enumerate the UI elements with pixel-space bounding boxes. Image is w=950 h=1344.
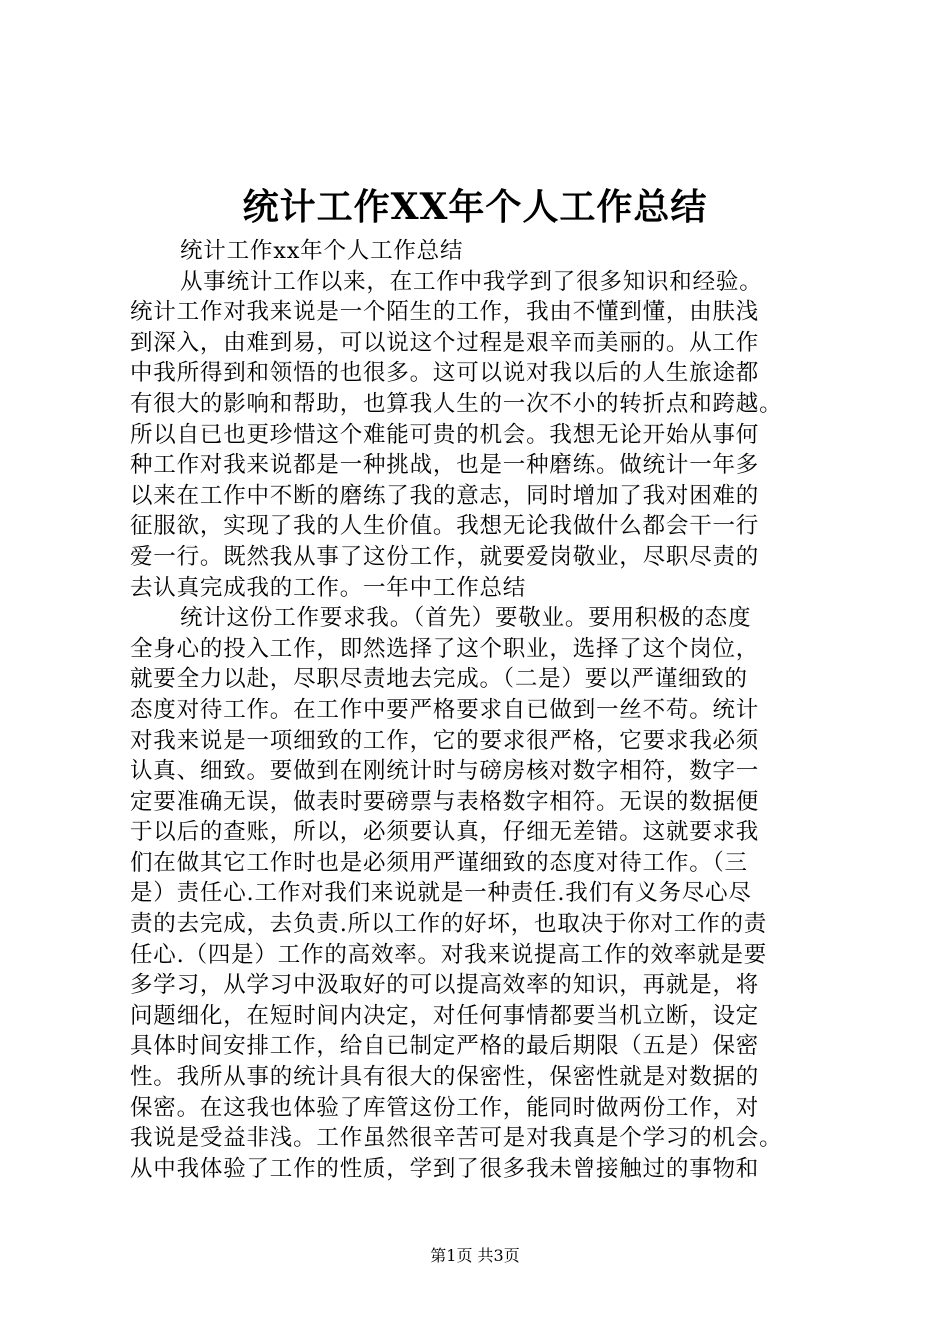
text-line: 责的去完成，去负责.所以工作的好坏，也取决于你对工作的责 <box>130 911 768 938</box>
text-line: 们在做其它工作时也是必须用严谨细致的态度对待工作。（三 <box>130 849 748 876</box>
text-line: 具体时间安排工作，给自已制定严格的最后期限（五是）保密 <box>130 1033 760 1060</box>
text-line: 认真、细致。要做到在刚统计时与磅房核对数字相符，数字一 <box>130 758 760 785</box>
page-footer: 第1页 共3页 <box>430 1246 520 1265</box>
text-line: 统计工作xx年个人工作总结 <box>180 238 464 264</box>
text-line: 态度对待工作。在工作中要严格要求自已做到一丝不苟。统计 <box>130 696 760 723</box>
text-line: 到深入，由难到易，可以说这个过程是艰辛而美丽的。从工作 <box>130 329 760 356</box>
text-line: 去认真完成我的工作。一年中工作总结 <box>130 574 527 601</box>
text-line: 统计工作对我来说是一个陌生的工作，我由不懂到懂，由肤浅 <box>130 299 760 326</box>
text-line: 从中我体验了工作的性质，学到了很多我未曾接触过的事物和 <box>130 1155 760 1182</box>
text-line: 全身心的投入工作，即然选择了这个职业，选择了这个岗位， <box>130 635 760 662</box>
text-line: 性。我所从事的统计具有很大的保密性，保密性就是对数据的 <box>130 1064 760 1091</box>
text-line: 种工作对我来说都是一种挑战，也是一种磨练。做统计一年多 <box>130 452 760 479</box>
document-title: 统计工作XX年个人工作总结 <box>242 186 708 228</box>
text-line: 爱一行。既然我从事了这份工作，就要爱岗敬业，尽职尽责的 <box>130 543 760 570</box>
text-line: 于以后的查账，所以，必须要认真，仔细无差错。这就要求我 <box>130 819 760 846</box>
text-line: 有很大的影响和帮助，也算我人生的一次不小的转折点和跨越。 <box>130 390 783 417</box>
text-line: 对我来说是一项细致的工作，它的要求很严格，它要求我必须 <box>130 727 760 754</box>
text-line: 任心.（四是）工作的高效率。对我来说提高工作的效率就是要 <box>130 941 768 968</box>
text-line: 保密。在这我也体验了库管这份工作，能同时做两份工作，对 <box>130 1094 760 1121</box>
text-line: 定要准确无误，做表时要磅票与表格数字相符。无误的数据便 <box>130 788 760 815</box>
text-line: 问题细化，在短时间内决定，对任何事情都要当机立断，设定 <box>130 1002 760 1029</box>
text-line: 多学习，从学习中汲取好的可以提高效率的知识，再就是，将 <box>130 972 760 999</box>
text-line: 从事统计工作以来，在工作中我学到了很多知识和经验。 <box>180 268 763 295</box>
text-line: 中我所得到和领悟的也很多。这可以说对我以后的人生旅途都 <box>130 360 760 387</box>
text-line: 所以自已也更珍惜这个难能可贵的机会。我想无论开始从事何 <box>130 421 760 448</box>
text-line: 是）责任心.工作对我们来说就是一种责任.我们有义务尽心尽 <box>130 880 752 907</box>
text-line: 征服欲，实现了我的人生价值。我想无论我做什么都会干一行 <box>130 513 760 540</box>
text-line: 统计这份工作要求我。（首先）要敬业。要用积极的态度 <box>180 605 752 632</box>
text-line: 我说是受益非浅。工作虽然很辛苦可是对我真是个学习的机会。 <box>130 1125 783 1152</box>
text-line: 以来在工作中不断的磨练了我的意志，同时增加了我对困难的 <box>130 482 760 509</box>
document-body <box>130 236 830 1184</box>
text-line: 就要全力以赴，尽职尽责地去完成。（二是）要以严谨细致的 <box>130 666 748 693</box>
